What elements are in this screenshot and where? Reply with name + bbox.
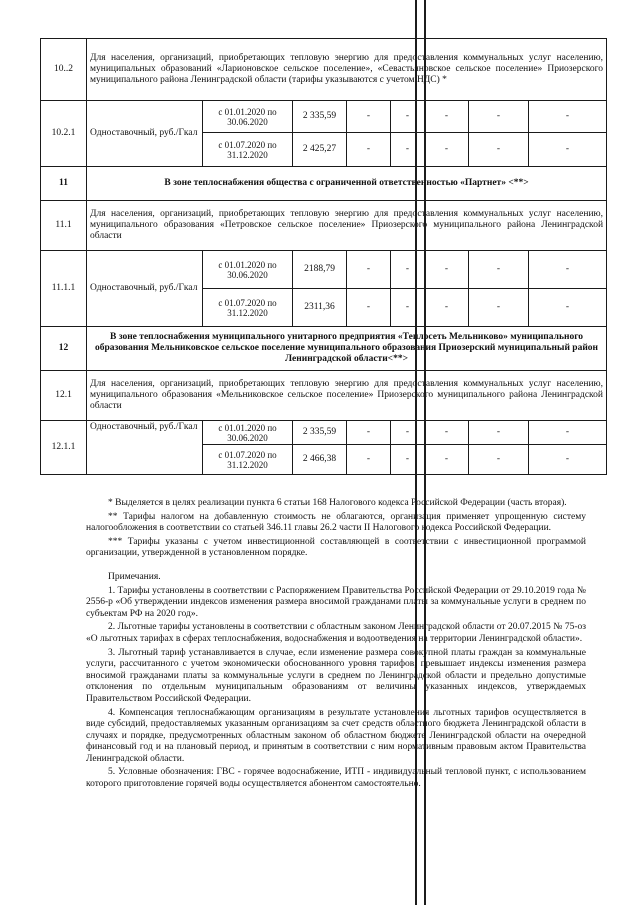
period-cell: с 01.07.2020 по 31.12.2020	[203, 289, 293, 327]
empty-cell: -	[391, 289, 425, 327]
empty-cell: -	[469, 133, 529, 167]
note-item: 3. Льготный тариф устанавливается в случае, если изменение размера совокупной платы граждан за коммунальные услуги, рассчитанного с учетом экономически обоснованного уровня тарифов, превышает индексы изменения размера вносимой гражданами платы за коммунальные услуги в среднем по Ленинградской области и предельно допустимые отклонения по отдельным муниципальным образованиям от величины указанных индексов, утверждаемых Правительством Российской Федерации.	[86, 647, 586, 704]
empty-cell: -	[347, 445, 391, 475]
empty-cell: -	[391, 445, 425, 475]
empty-cell: -	[469, 421, 529, 445]
row-number: 12.1.1	[41, 421, 87, 475]
table-row	[41, 39, 607, 101]
empty-cell: -	[529, 133, 607, 167]
row-number: 10.2.1	[41, 101, 87, 167]
table-row	[41, 201, 607, 251]
empty-cell: -	[425, 133, 469, 167]
empty-cell: -	[391, 251, 425, 289]
empty-cell: -	[425, 289, 469, 327]
table-row	[41, 371, 607, 421]
empty-cell: -	[425, 251, 469, 289]
empty-cell: -	[391, 133, 425, 167]
tariff-category: Одноставочный, руб./Гкал	[87, 251, 203, 327]
tariff-value: 2 335,59	[293, 421, 347, 445]
empty-cell: -	[529, 421, 607, 445]
note-item: 5. Условные обозначения: ГВС - горячее водоснабжение, ИТП - индивидуальный тепловой пункт, с использованием которого приготовление горячей воды осуществляется абонентом самостоятельно.	[86, 767, 586, 790]
footnotes-and-notes	[86, 498, 586, 793]
footnote: * Выделяется в целях реализации пункта 6 статьи 168 Налогового кодекса Российской Федерации (часть вторая).	[108, 498, 567, 508]
section-heading: В зоне теплоснабжения муниципального унитарного предприятия «Теплосеть Мельниково» муниципального образования Мельниковское сельское поселение муниципального образования Приозерский муниципальный район Ленинградской области<**>	[87, 327, 607, 371]
empty-cell: -	[425, 445, 469, 475]
empty-cell: -	[469, 101, 529, 133]
empty-cell: -	[529, 251, 607, 289]
table-row	[41, 167, 607, 201]
row-number: 11.1.1	[41, 251, 87, 327]
empty-cell: -	[469, 289, 529, 327]
note-item: 1. Тарифы установлены в соответствии с Распоряжением Правительства Российской Федерации от 29.10.2019 года № 2556-р «Об утверждении индексов изменения размера вносимой гражданами платы за коммунальные услуги в среднем по субъектам РФ на 2020 год».	[86, 585, 586, 619]
empty-cell: -	[347, 133, 391, 167]
tariff-value: 2 335,59	[293, 101, 347, 133]
note-item: 4. Компенсация теплоснабжающим организациям в результате установления льготных тарифов осуществляется в виде субсидий, предоставляемых указанным организациям за счет средств областного бюджета Ленинградской области в случаях и порядке, предусмотренных областным законом об областном бюджете Ленинградской области на очередной финансовый год и на плановый период, и принятым в соответствии с ним нормативным правовым актом Правительства Ленинградской области.	[86, 707, 586, 764]
row-description: Для населения, организаций, приобретающих тепловую энергию для предоставления коммунальных услуг населению, муниципальных образований «Ларионовское сельское поселение», «Севастьяновское сельское поселение» Приозерского муниципального района Ленинградской области (тарифы указываются с учетом НДС) *	[87, 39, 607, 101]
period-cell: с 01.07.2020 по 31.12.2020	[203, 133, 293, 167]
row-number: 11	[41, 167, 87, 201]
empty-cell: -	[469, 445, 529, 475]
row-description: Для населения, организаций, приобретающих тепловую энергию для предоставления коммунальных услуг населению, муниципального образования «Мельниковское сельское поселение» Приозерского муниципального района Ленинградской области	[87, 371, 607, 421]
tariff-value: 2 425,27	[293, 133, 347, 167]
tariff-value: 2311,36	[293, 289, 347, 327]
table-row	[41, 421, 607, 445]
table-row	[41, 327, 607, 371]
empty-cell: -	[391, 421, 425, 445]
tariff-table	[40, 38, 607, 475]
footnote: ** Тарифы налогом на добавленную стоимость не облагаются, организация применяет упрощенную систему налогообложения в соответствии со статьей 346.11 главы 26.2 части II Налогового кодекса Российской Федерации.	[86, 511, 586, 534]
section-heading: В зоне теплоснабжения общества с ограниченной ответственностью «Партнет» <**>	[87, 167, 607, 201]
row-number: 12.1	[41, 371, 87, 421]
row-number: 11.1	[41, 201, 87, 251]
empty-cell: -	[425, 421, 469, 445]
tariff-category: Одноставочный, руб./Гкал	[87, 101, 203, 167]
period-cell: с 01.01.2020 по 30.06.2020	[203, 421, 293, 445]
table-row	[41, 251, 607, 289]
tariff-category: Одноставочный, руб./Гкал	[87, 421, 203, 475]
footnote: *** Тарифы указаны с учетом инвестиционной составляющей в соответствии с инвестиционной программой организации, утвержденной в установленном порядке.	[86, 536, 586, 559]
tariff-value: 2188,79	[293, 251, 347, 289]
row-number: 12	[41, 327, 87, 371]
empty-cell: -	[347, 289, 391, 327]
period-cell: с 01.01.2020 по 30.06.2020	[203, 101, 293, 133]
empty-cell: -	[469, 251, 529, 289]
row-description: Для населения, организаций, приобретающих тепловую энергию для предоставления коммунальных услуг населению, муниципального образования «Петровское сельское поселение» Приозерского муниципального района Ленинградской области	[87, 201, 607, 251]
empty-cell: -	[347, 421, 391, 445]
table-row	[41, 101, 607, 133]
note-item: 2. Льготные тарифы установлены в соответствии с областным законом Ленинградской области от 20.07.2015 № 75-оз «О льготных тарифах в сферах теплоснабжения, водоснабжения и водоотведения на территории Ленинградской области».	[86, 622, 586, 644]
period-cell: с 01.01.2020 по 30.06.2020	[203, 251, 293, 289]
empty-cell: -	[529, 289, 607, 327]
empty-cell: -	[391, 101, 425, 133]
empty-cell: -	[529, 445, 607, 475]
period-cell: с 01.07.2020 по 31.12.2020	[203, 445, 293, 475]
empty-cell: -	[425, 101, 469, 133]
empty-cell: -	[347, 251, 391, 289]
empty-cell: -	[529, 101, 607, 133]
empty-cell: -	[347, 101, 391, 133]
tariff-value: 2 466,38	[293, 445, 347, 475]
notes-title: Примечания.	[108, 571, 161, 582]
row-number: 10..2	[41, 39, 87, 101]
